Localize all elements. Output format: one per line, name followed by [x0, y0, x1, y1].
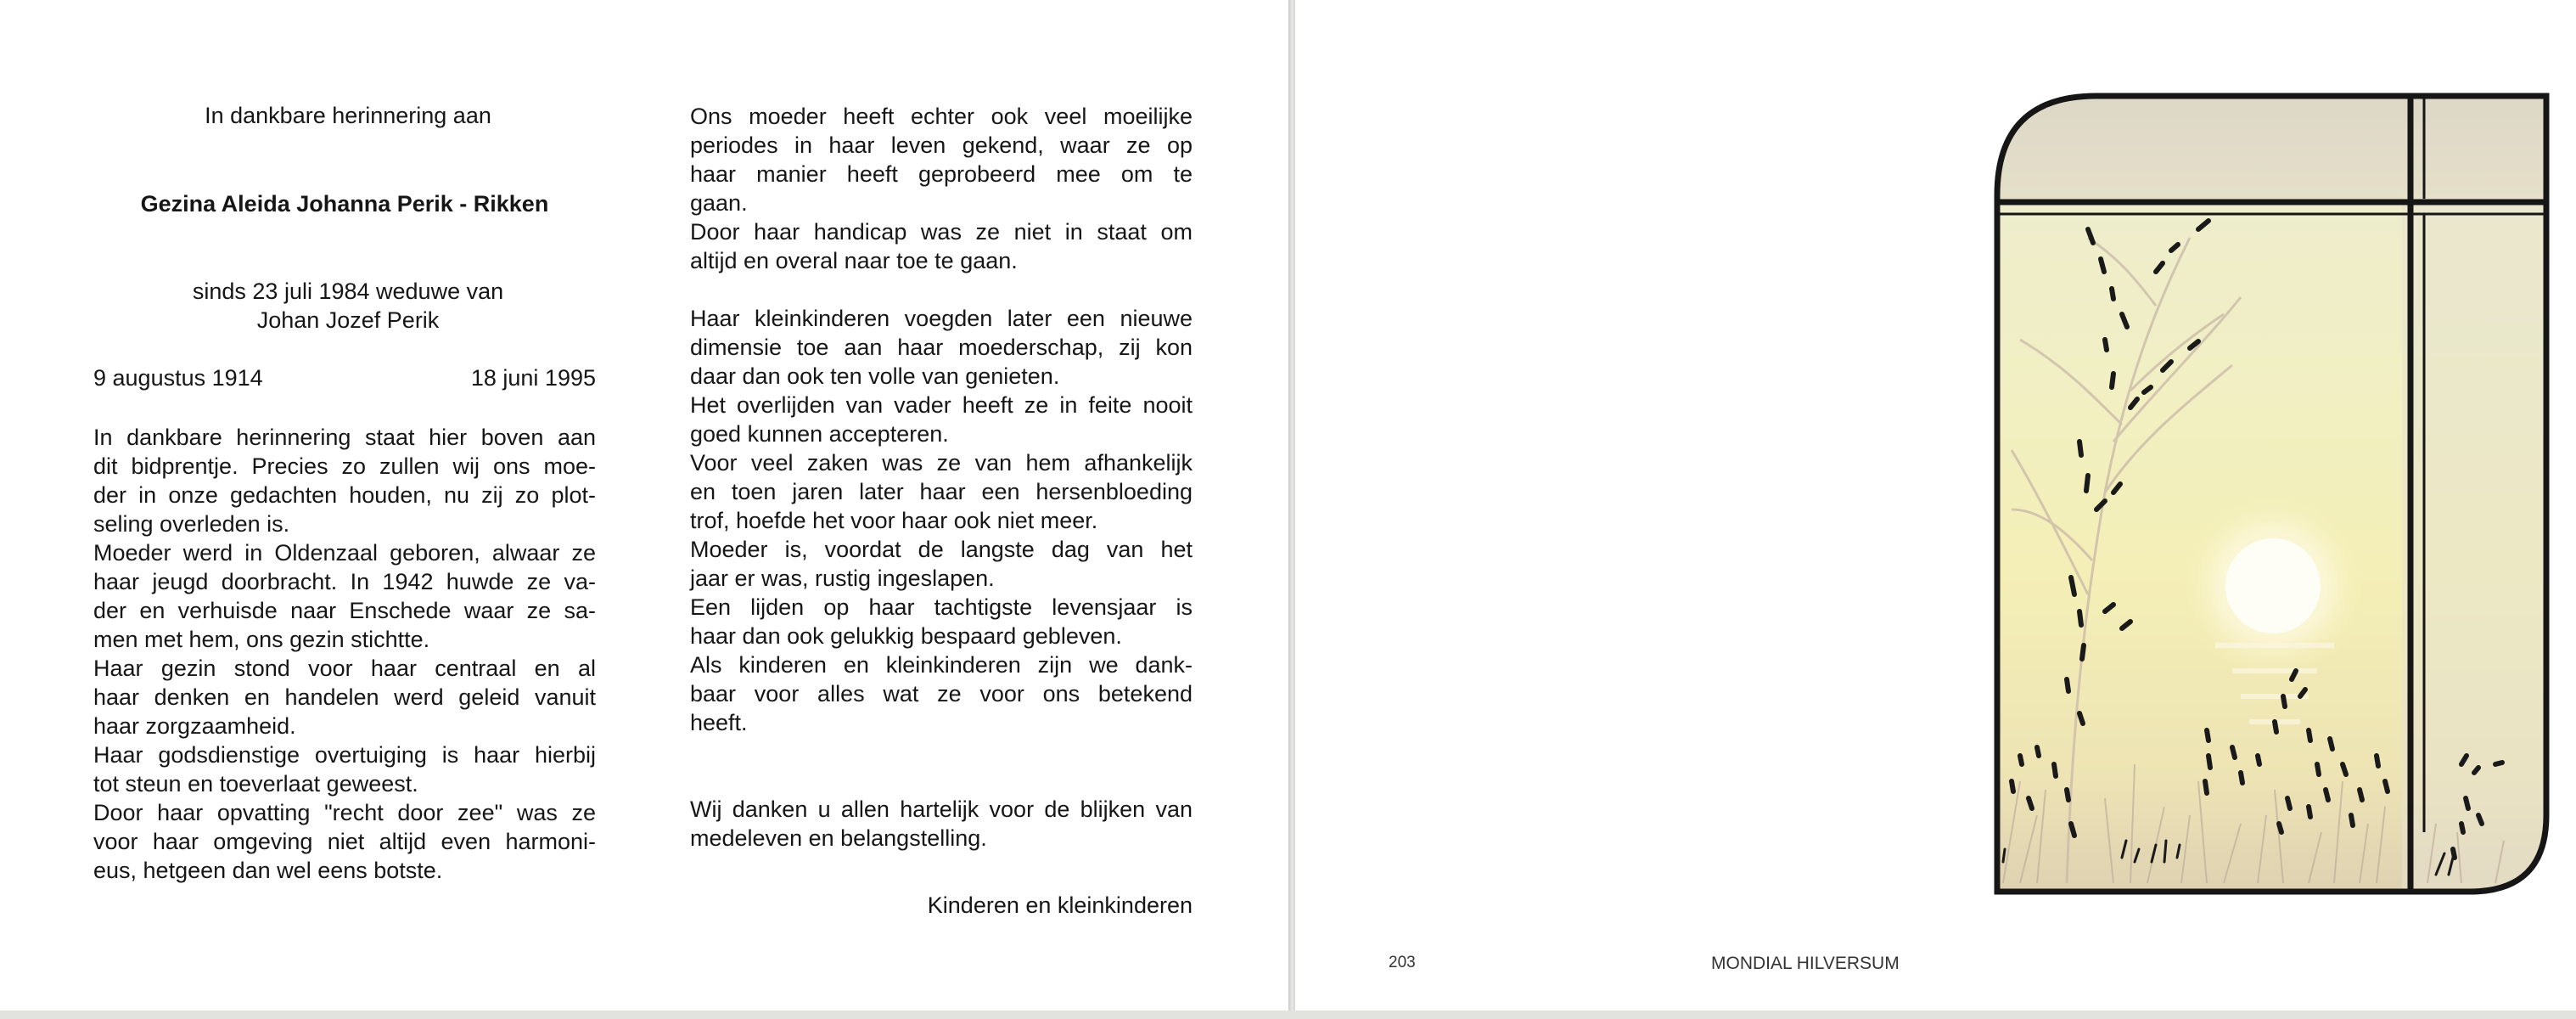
text-line: der en verhuisde naar Enschede waar ze sa- [93, 598, 596, 623]
card-fold [1288, 0, 1295, 1019]
text-line: voor haar omgeving niet altijd even harmoni- [93, 829, 596, 854]
text-line: Ons moeder heeft echter ook veel moeilijke [690, 104, 1193, 129]
widow-line-2: Johan Jozef Perik [256, 307, 440, 333]
text-line: heeft. [690, 710, 748, 735]
text-line: dimensie toe aan haar moederschap, zij kon [690, 335, 1193, 360]
text-line: Haar gezin stond voor haar centraal en al [93, 656, 596, 681]
text-line: Door haar opvatting "recht door zee" was ze [93, 800, 596, 825]
right-page [1295, 0, 2576, 1011]
publisher-imprint: MONDIAL HILVERSUM [1711, 954, 1900, 973]
text-line: haar zorgzaamheid. [93, 713, 296, 739]
text-line: Het overlijden van vader heeft ze in feite nooit [690, 392, 1193, 418]
text-line: gaan. [690, 190, 748, 216]
text-line: eus, hetgeen dan wel eens botste. [93, 858, 443, 883]
text-line: men met hem, ons gezin stichtte. [93, 627, 430, 652]
death-date: 18 juni 1995 [470, 365, 596, 391]
text-line: der in onze gedachten houden, nu zij zo plot- [93, 482, 596, 508]
text-line: en toen jaren later haar een hersenbloeding [690, 479, 1193, 504]
text-line: Een lijden op haar tachtigste levensjaar is [690, 594, 1193, 620]
text-line [690, 737, 1193, 766]
text-line: Moeder werd in Oldenzaal geboren, alwaar ze [93, 540, 596, 566]
text-line: seling overleden is. [93, 511, 290, 537]
text-line: jaar er was, rustig ingeslapen. [690, 566, 995, 591]
text-line: daar dan ook ten volle van genieten. [690, 363, 1060, 389]
text-line: periodes in haar leven gekend, waar ze op [690, 132, 1193, 158]
text-line [690, 275, 1193, 304]
text-line: medeleven en belangstelling. [690, 825, 987, 851]
text-line [690, 766, 1193, 795]
widow-line-1: sinds 23 juli 1984 weduwe van [192, 279, 504, 304]
deceased-name: Gezina Aleida Johanna Perik - Rikken [140, 191, 549, 217]
memorial-heading: In dankbare herinnering aan [205, 103, 491, 128]
text-line: In dankbare herinnering staat hier boven aan [93, 425, 596, 450]
birth-date: 9 augustus 1914 [93, 365, 263, 391]
text-line: Door haar handicap was ze niet in staat om [690, 219, 1193, 245]
text-line: haar dan ook gelukkig bespaard gebleven. [690, 623, 1122, 649]
left-page [0, 0, 1288, 1011]
text-line: dit bidprentje. Precies zo zullen wij ons moe- [93, 453, 596, 479]
page-shadow [0, 1011, 2576, 1019]
text-line: tot steun en toeverlaat geweest. [93, 771, 418, 797]
card-number: 203 [1389, 954, 1416, 971]
text-line: Haar kleinkinderen voegden later een nieuwe [690, 306, 1193, 331]
text-line: trof, hoefde het voor haar ook niet meer. [690, 508, 1098, 533]
sunset-window-with-reeds-icon [1986, 85, 2556, 900]
text-line: Voor veel zaken was ze van hem afhankelijk [690, 450, 1193, 476]
text-line: Haar godsdienstige overtuiging is haar hierbij [93, 742, 596, 768]
biography-column-1 [93, 423, 596, 885]
signature: Kinderen en kleinkinderen [927, 892, 1193, 918]
text-line: altijd en overal naar toe te gaan. [690, 248, 1018, 273]
text-line: haar jeugd doorbracht. In 1942 huwde ze va- [93, 569, 596, 594]
text-line: haar denken en handelen werd geleid vanuit [93, 684, 596, 710]
biography-column-2 [690, 102, 1193, 853]
text-line: Wij danken u allen hartelijk voor de blijken van [690, 797, 1193, 822]
text-line: Als kinderen en kleinkinderen zijn we dank- [690, 652, 1193, 678]
text-line: haar manier heeft geprobeerd mee om te [690, 161, 1193, 187]
text-line: goed kunnen accepteren. [690, 421, 949, 447]
text-line: Moeder is, voordat de langste dag van het [690, 537, 1193, 562]
text-line: baar voor alles wat ze voor ons betekend [690, 681, 1193, 707]
